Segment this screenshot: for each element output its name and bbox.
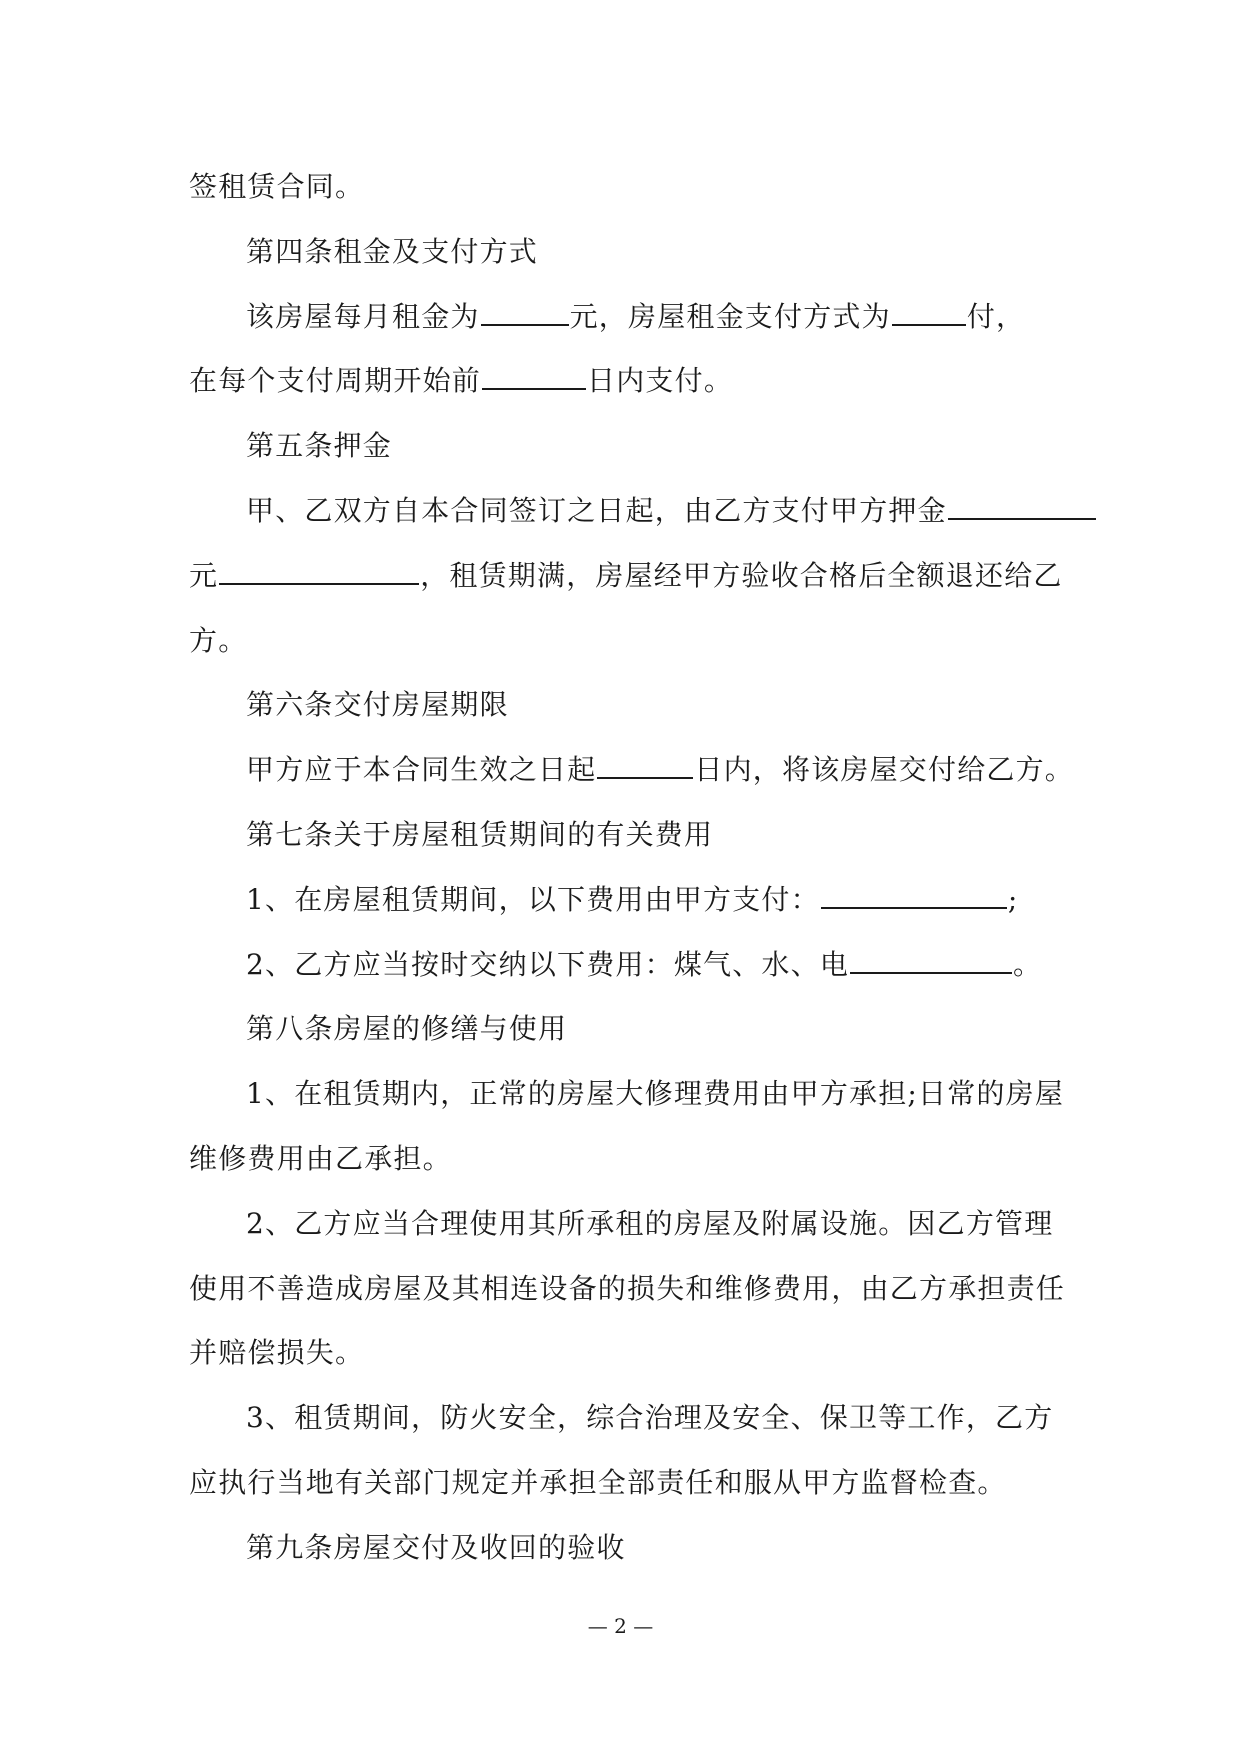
tenant-fees-blank[interactable] (850, 946, 1012, 974)
text-segment: 日内，将该房屋交付给乙方。 (694, 753, 1075, 787)
deposit-amount-blank[interactable] (948, 492, 1096, 520)
text-segment: 第五条押金 (246, 429, 393, 463)
text-segment: ，租赁期满，房屋经甲方验收合格后全额退还给乙 (420, 558, 1063, 592)
text-segment: 第七条关于房屋租赁期间的有关费用 (246, 817, 714, 851)
section-heading-7 (189, 803, 1069, 868)
document-body (189, 155, 1075, 1581)
text-segment: 1、在租赁期内，正常的房屋大修理费用由甲方承担;日常的房屋 (246, 1077, 1065, 1111)
landlord-fees-blank[interactable] (821, 881, 1007, 909)
text-segment: 甲方应于本合同生效之日起 (246, 753, 597, 787)
text-segment: 使用不善造成房屋及其相连设备的损失和维修费用，由乙方承担责任 (189, 1271, 1066, 1305)
text-segment: 2、乙方应当按时交纳以下费用：煤气、水、电 (246, 947, 850, 981)
paragraph-line (189, 544, 1069, 609)
paragraph-line (189, 738, 1075, 803)
delivery-days-blank[interactable] (597, 751, 693, 779)
text-segment: 方。 (189, 623, 248, 657)
paragraph-line (189, 1321, 1069, 1386)
text-segment: 第八条房屋的修缮与使用 (246, 1012, 568, 1046)
text-segment: 。 (1013, 947, 1043, 981)
section-heading-8 (189, 997, 1069, 1062)
paragraph-line (189, 285, 1069, 350)
text-segment: 第六条交付房屋期限 (246, 688, 509, 722)
text-segment: 2、乙方应当合理使用其所承租的房屋及附属设施。因乙方管理 (246, 1206, 1054, 1240)
paragraph-line (189, 1386, 1069, 1451)
text-segment: 维修费用由乙承担。 (189, 1141, 452, 1175)
text-segment: 第九条房屋交付及收回的验收 (246, 1530, 626, 1564)
monthly-rent-blank[interactable] (481, 298, 569, 326)
paragraph-line (189, 1192, 1069, 1257)
paragraph-line (189, 1062, 1069, 1127)
payment-method-blank[interactable] (892, 298, 966, 326)
paragraph-line (189, 609, 1069, 674)
paragraph-line (189, 868, 1069, 933)
text-segment: 甲、乙双方自本合同签订之日起，由乙方支付甲方押金 (246, 493, 947, 527)
text-segment: 应执行当地有关部门规定并承担全部责任和服从甲方监督检查。 (189, 1465, 1007, 1499)
paragraph-line (189, 1127, 1069, 1192)
text-segment: 该房屋每月租金为 (246, 299, 480, 333)
text-segment: 在每个支付周期开始前 (189, 364, 482, 398)
text-segment: 第四条租金及支付方式 (246, 234, 539, 268)
section-heading-9 (189, 1516, 1069, 1581)
text-segment: 3、租赁期间，防火安全，综合治理及安全、保卫等工作，乙方 (246, 1401, 1054, 1435)
payment-days-blank[interactable] (482, 362, 586, 390)
section-heading-6 (189, 673, 1069, 738)
section-heading-5 (189, 414, 1069, 479)
text-segment: 元 (189, 558, 219, 592)
paragraph-line (189, 1257, 1069, 1322)
text-segment: 1、在房屋租赁期间，以下费用由甲方支付： (246, 882, 820, 916)
text-segment: 元，房屋租金支付方式为 (569, 299, 891, 333)
section-heading-4 (189, 220, 1069, 285)
page-number: — 2 — (587, 1614, 654, 1638)
text-segment: 日内支付。 (587, 364, 734, 398)
paragraph-line (189, 933, 1069, 998)
text-segment: 并赔偿损失。 (189, 1336, 365, 1370)
text-segment: ; (1007, 882, 1019, 916)
deposit-amount-words-blank[interactable] (219, 557, 419, 585)
text-segment: 付， (966, 299, 1026, 333)
paragraph-line (189, 479, 1069, 544)
paragraph-line (189, 155, 1069, 220)
text-segment: 签租赁合同。 (189, 170, 365, 203)
paragraph-line (189, 349, 1069, 414)
paragraph-line (189, 1451, 1069, 1516)
